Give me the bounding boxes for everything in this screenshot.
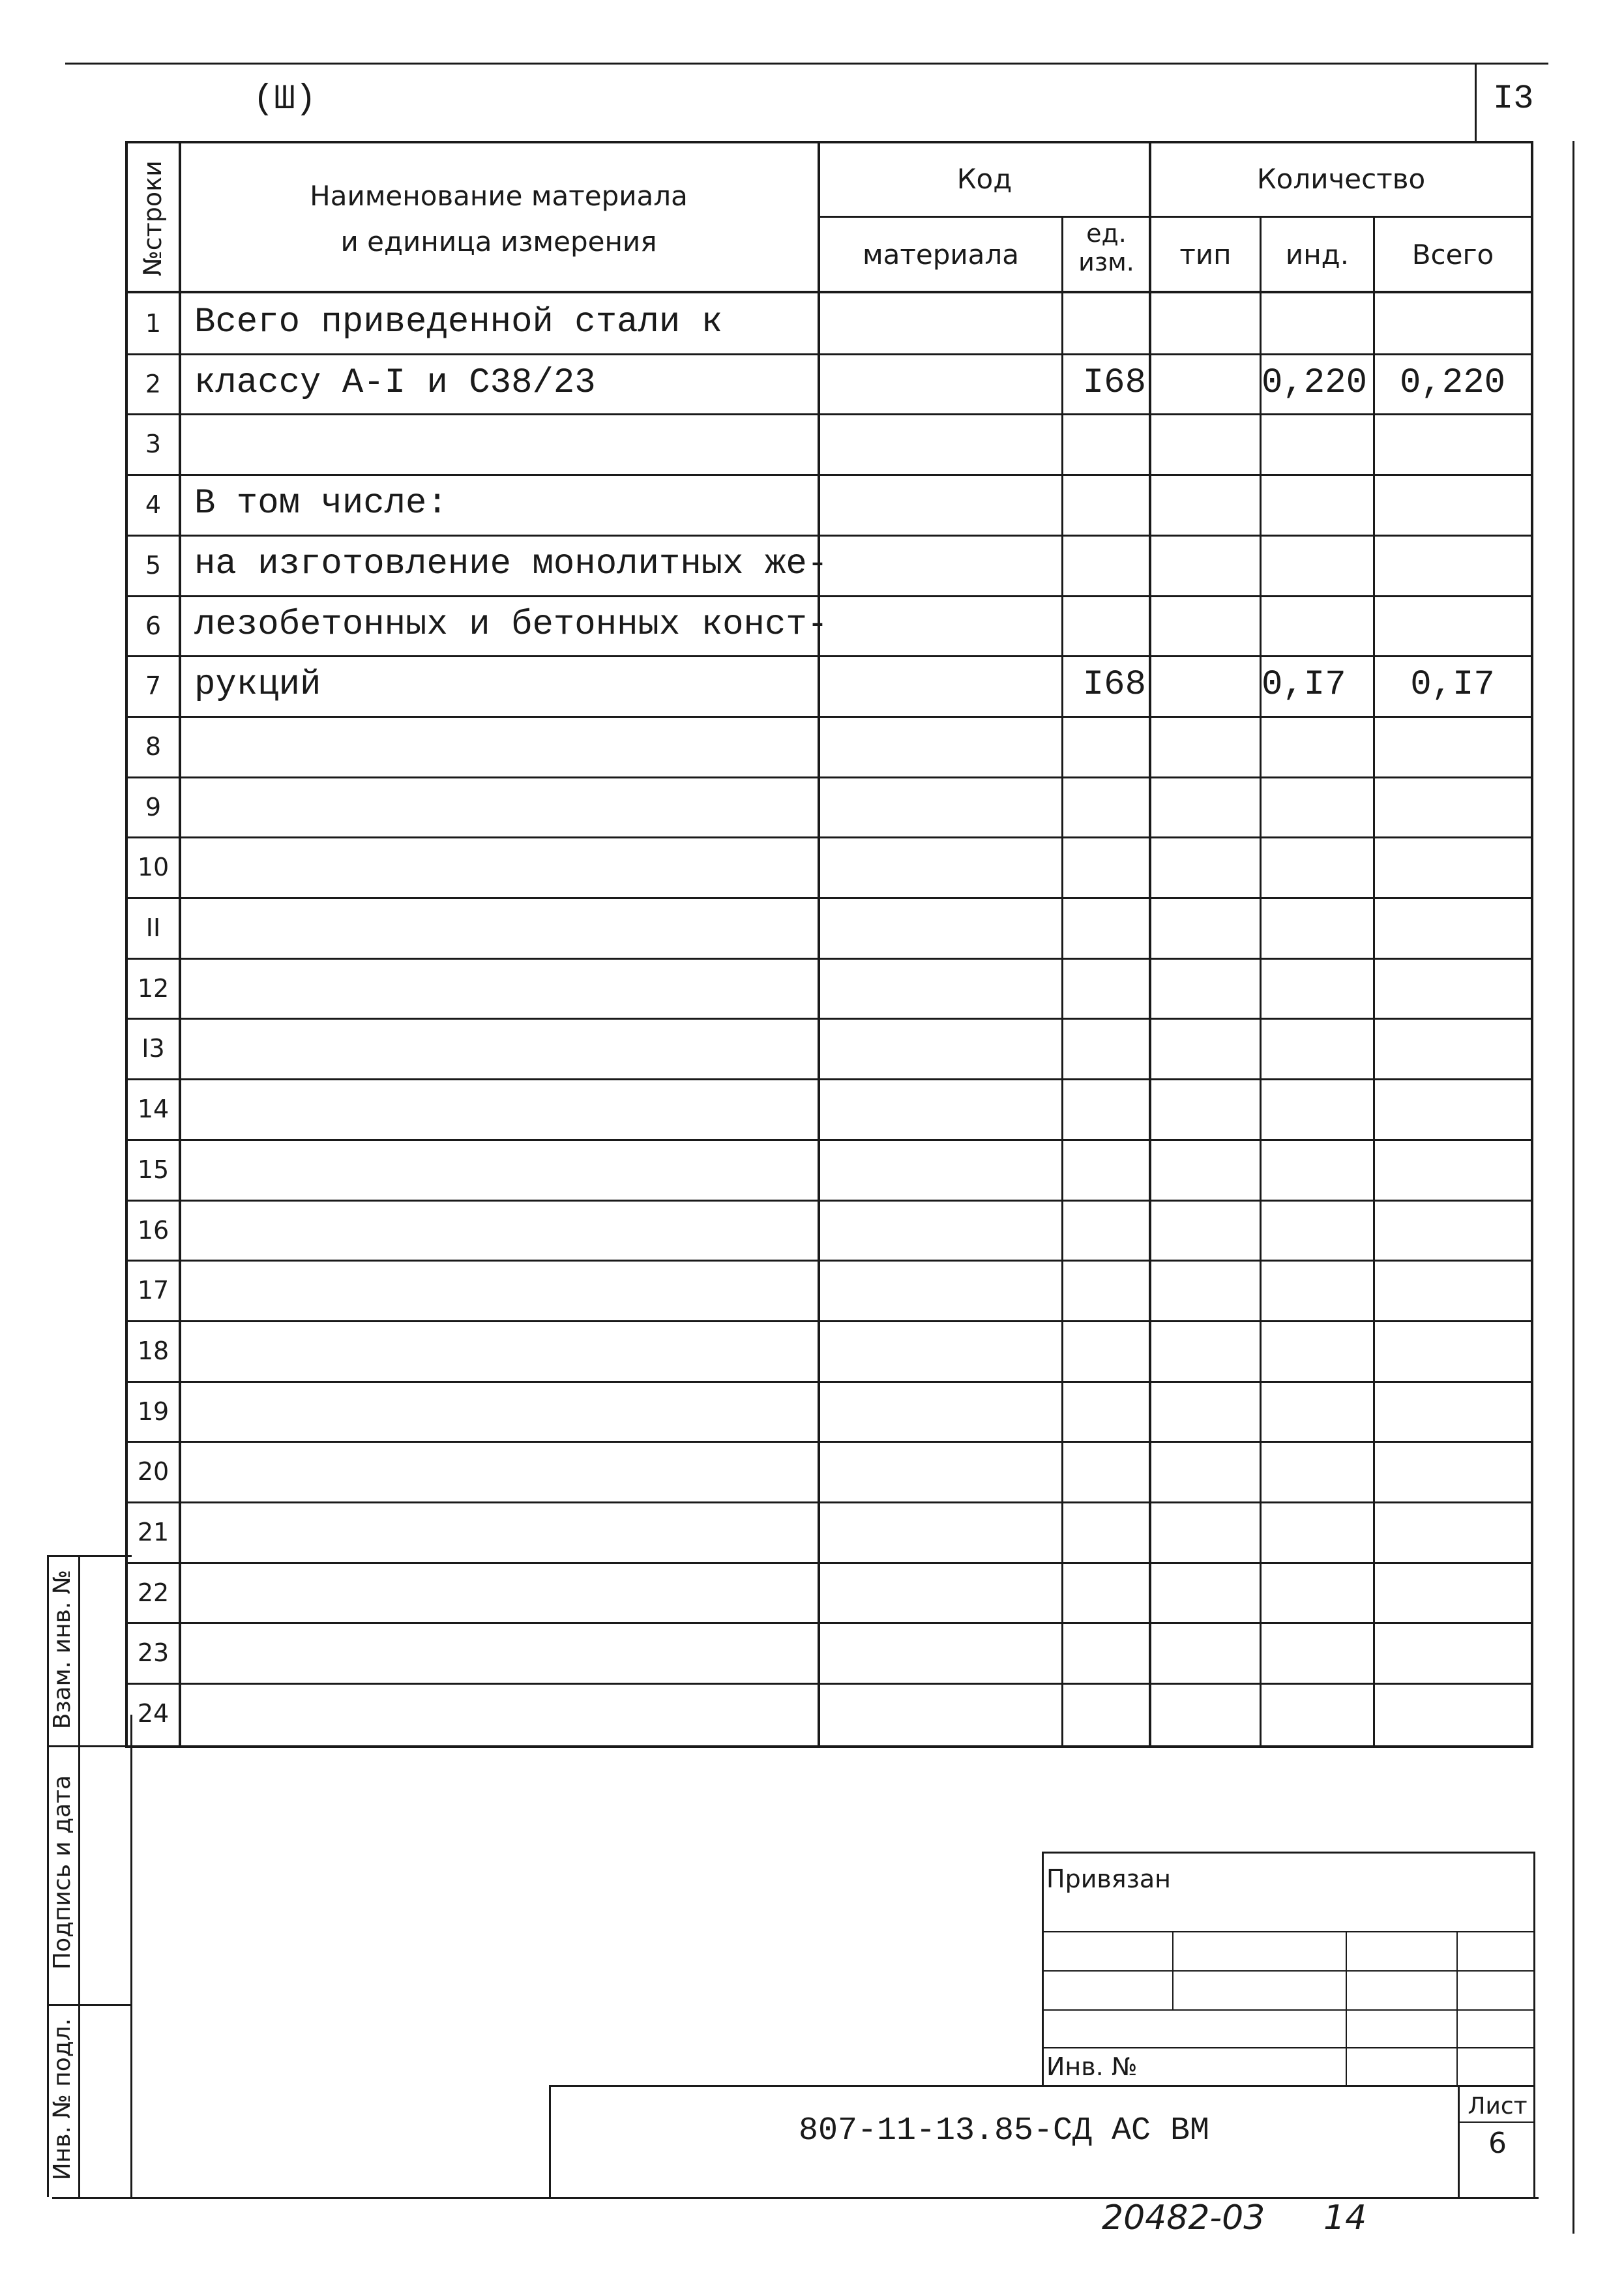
row-number: 7	[145, 672, 162, 701]
row-separator	[125, 1320, 1533, 1322]
row-number: 17	[137, 1276, 170, 1305]
row-separator	[125, 1683, 1533, 1685]
row-name-text: В том числе:	[194, 484, 448, 524]
header-unit-line2: изм.	[1078, 248, 1134, 276]
col-rownum-border	[179, 141, 181, 1748]
row-unit-code: I68	[1082, 362, 1146, 403]
row-number: 12	[137, 973, 170, 1003]
row-separator	[125, 353, 1533, 355]
title-block-col-1	[1172, 1931, 1174, 2009]
title-block-col-3	[1456, 1931, 1458, 2085]
row-number: 6	[145, 611, 162, 640]
section-mark: (Ш)	[253, 80, 317, 119]
header-material: материала	[862, 239, 1019, 271]
title-block-row-3	[1042, 2009, 1535, 2011]
archive-number: 20482-03	[1102, 2198, 1265, 2238]
row-number: 1	[145, 309, 162, 338]
frame-bottom-line	[52, 2197, 1539, 2199]
row-separator	[125, 836, 1533, 838]
row-separator	[125, 595, 1533, 597]
header-row-number: №строки	[138, 160, 167, 276]
footer-page-number: 14	[1323, 2198, 1367, 2238]
row-separator	[125, 1441, 1533, 1443]
row-ind-quantity: 0,220	[1262, 362, 1368, 403]
row-name-text: лезобетонных и бетонных конст-	[194, 604, 829, 645]
side-stamp-inner-line	[78, 1555, 80, 2197]
header-bottom-border	[125, 291, 1533, 293]
row-total-quantity: 0,I7	[1410, 665, 1495, 705]
sheet-box-divider	[1458, 2121, 1535, 2123]
side-stamp-vzam: Взам. инв. №	[49, 1569, 76, 1730]
row-separator	[125, 1200, 1533, 1202]
row-separator	[125, 1501, 1533, 1503]
row-unit-code: I68	[1082, 665, 1146, 705]
row-separator	[125, 1562, 1533, 1564]
side-stamp-podpis: Подпись и дата	[49, 1775, 76, 1970]
row-separator	[125, 1260, 1533, 1262]
privyazan-label: Привязан	[1046, 1865, 1171, 1893]
row-separator	[125, 474, 1533, 476]
sheet-box-left	[1458, 2085, 1460, 2197]
header-unit-line1: ед.	[1086, 219, 1127, 248]
header-quantity-group: Количество	[1256, 163, 1426, 195]
header-mid-line	[818, 216, 1533, 218]
side-stamp-inv: Инв. № подл.	[49, 2018, 76, 2181]
row-number: 10	[137, 853, 170, 882]
col-unit-border	[1149, 141, 1151, 1748]
row-separator	[125, 1078, 1533, 1080]
row-number: 19	[137, 1397, 170, 1426]
title-block-row-1	[1042, 1931, 1535, 1932]
row-separator	[125, 1622, 1533, 1624]
row-separator	[125, 776, 1533, 778]
row-separator	[125, 1381, 1533, 1383]
row-separator	[125, 1018, 1533, 1020]
row-separator	[125, 655, 1533, 657]
title-block-row-4	[1042, 2047, 1535, 2048]
row-number: 24	[137, 1699, 170, 1728]
row-number: II	[145, 913, 161, 942]
row-ind-quantity: 0,I7	[1262, 665, 1346, 705]
col-material-border	[1061, 216, 1063, 1748]
row-number: 15	[137, 1155, 170, 1184]
row-number: 8	[145, 732, 162, 761]
sheet-label: Лист	[1468, 2093, 1528, 2120]
row-number: 21	[137, 1518, 170, 1546]
row-separator	[125, 958, 1533, 960]
header-name-line1: Наименование материала	[310, 180, 688, 212]
title-block-box-top	[1042, 1852, 1535, 1854]
header-code-group: Код	[956, 163, 1012, 195]
header-name-line2: и единица измерения	[340, 226, 657, 258]
frame-left-line	[130, 1715, 132, 2197]
col-type-border	[1260, 216, 1262, 1748]
row-separator	[125, 1139, 1533, 1141]
row-number: 2	[145, 369, 162, 398]
header-type: тип	[1179, 239, 1232, 271]
row-separator	[125, 716, 1533, 718]
title-block-col-2	[1346, 1931, 1347, 2085]
row-number: 23	[137, 1638, 170, 1668]
row-separator	[125, 535, 1533, 537]
row-name-text: рукций	[194, 665, 321, 705]
page-number: I3	[1493, 80, 1534, 118]
side-stamp-divider-1	[47, 1745, 132, 1747]
row-number: 16	[137, 1215, 170, 1245]
row-number: 9	[145, 792, 162, 821]
row-number: 20	[137, 1457, 170, 1486]
sheet-number: 6	[1488, 2127, 1507, 2160]
col-name-border	[818, 141, 820, 1748]
row-name-text: Всего приведенной стали к	[194, 303, 723, 342]
row-name-text: на изготовление монолитных же-	[194, 544, 829, 584]
col-right-border	[1531, 141, 1533, 1748]
row-name-text: классу А-I и С38/23	[194, 362, 596, 403]
title-block-box-left	[1042, 1852, 1044, 2086]
row-number: 3	[145, 430, 162, 459]
header-ind: инд.	[1285, 239, 1350, 271]
row-number: I3	[141, 1034, 165, 1063]
title-block-row-2	[1042, 1970, 1535, 1972]
row-total-quantity: 0,220	[1399, 362, 1506, 403]
table-bottom-border	[125, 1745, 1533, 1748]
designation-box-top	[549, 2085, 1535, 2087]
col-ind-border	[1373, 216, 1375, 1748]
document-designation: 807-11-13.85-СД АС ВМ	[798, 2112, 1210, 2150]
row-number: 14	[137, 1095, 170, 1124]
table-top-border	[125, 141, 1533, 143]
row-number: 18	[137, 1336, 170, 1365]
row-number: 22	[137, 1578, 170, 1607]
row-separator	[125, 897, 1533, 899]
row-separator	[125, 413, 1533, 415]
header-total: Всего	[1411, 239, 1494, 271]
inv-number-label: Инв. №	[1046, 2052, 1138, 2081]
row-number: 5	[145, 550, 162, 580]
row-number: 4	[145, 490, 162, 520]
